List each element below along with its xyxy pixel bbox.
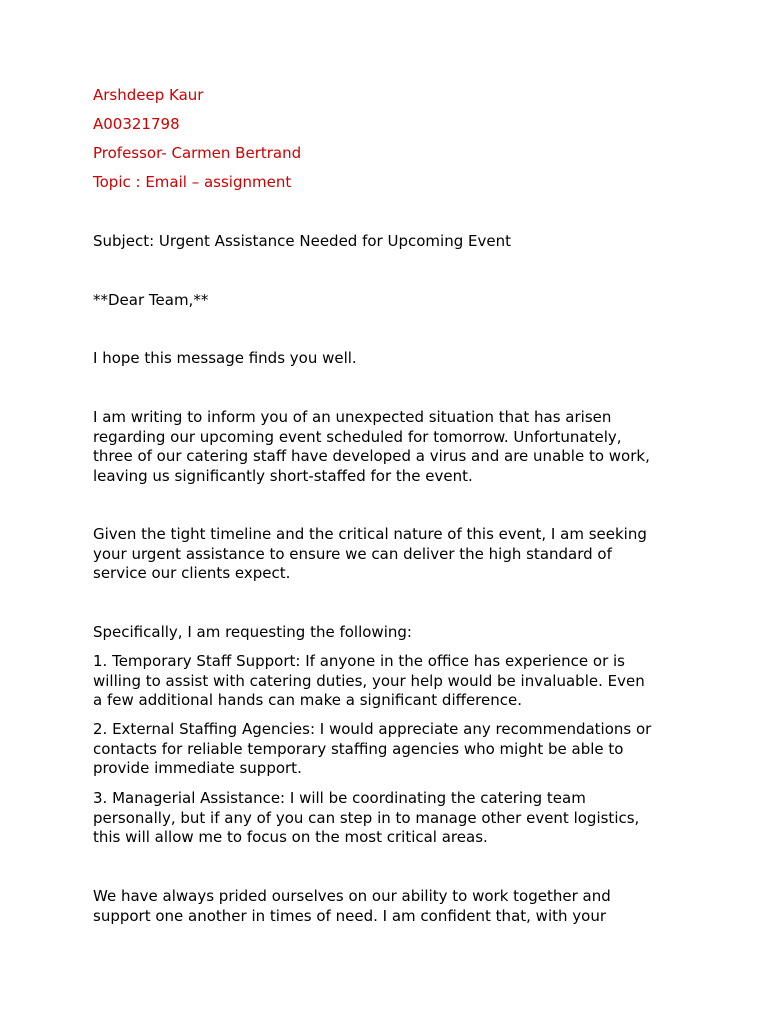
professor-name: Professor- Carmen Bertrand bbox=[93, 144, 302, 162]
student-id: A00321798 bbox=[93, 115, 180, 133]
request-item-1-line: 1. Temporary Staff Support: If anyone in the office has experience or is bbox=[93, 652, 625, 670]
author-name: Arshdeep Kaur bbox=[93, 86, 204, 104]
request-item-3-line: personally, but if any of you can step in to manage other event logistics, bbox=[93, 808, 640, 827]
email-subject: Subject: Urgent Assistance Needed for Upcoming Event bbox=[93, 232, 511, 250]
paragraph-1-line: regarding our upcoming event scheduled for tomorrow. Unfortunately, bbox=[93, 427, 622, 446]
request-item-3-line: 3. Managerial Assistance: I will be coordinating the catering team bbox=[93, 789, 586, 807]
paragraph-1-line: three of our catering staff have developed a virus and are unable to work, bbox=[93, 447, 650, 465]
request-item-1-line: a few additional hands can make a significant difference. bbox=[93, 691, 522, 709]
requests-intro: Specifically, I am requesting the following: bbox=[93, 623, 412, 641]
paragraph-2-line: your urgent assistance to ensure we can deliver the high standard of bbox=[93, 544, 612, 563]
closing-paragraph-line: We have always prided ourselves on our ability to work together and bbox=[93, 887, 611, 905]
paragraph-2-line: service our clients expect. bbox=[93, 564, 291, 582]
email-greeting: **Dear Team,** bbox=[93, 291, 209, 309]
paragraph-1-line: I am writing to inform you of an unexpected situation that has arisen bbox=[93, 408, 612, 426]
email-opening: I hope this message finds you well. bbox=[93, 349, 357, 367]
request-item-3-line: this will allow me to focus on the most critical areas. bbox=[93, 828, 488, 846]
request-item-2-line: 2. External Staffing Agencies: I would appreciate any recommendations or bbox=[93, 720, 652, 738]
request-item-2-line: contacts for reliable temporary staffing agencies who might be able to bbox=[93, 739, 624, 758]
request-item-2-line: provide immediate support. bbox=[93, 759, 302, 777]
assignment-topic: Topic : Email – assignment bbox=[93, 173, 292, 191]
request-item-1-line: willing to assist with catering duties, your help would be invaluable. Even bbox=[93, 671, 645, 690]
closing-paragraph-line: support one another in times of need. I am confident that, with your bbox=[93, 906, 606, 925]
paragraph-2-line: Given the tight timeline and the critical nature of this event, I am seeking bbox=[93, 525, 647, 543]
paragraph-1-line: leaving us significantly short-staffed for the event. bbox=[93, 466, 473, 485]
